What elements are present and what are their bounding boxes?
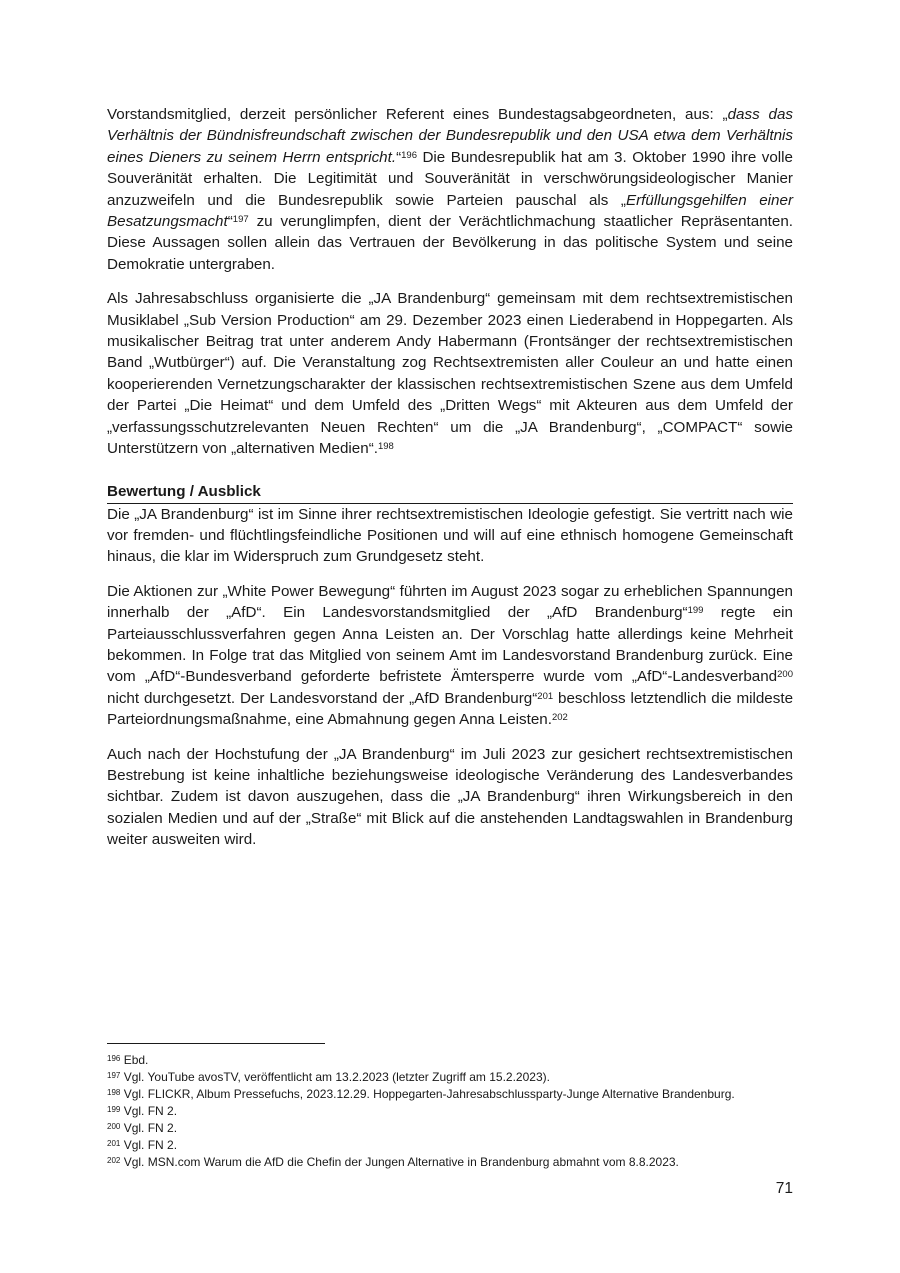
quote-italic: Erfüllungsgehilfen einer Besatzungsmacht [107, 191, 793, 231]
footnote-text: Vgl. FN 2. [120, 1104, 178, 1118]
text-run: regte ein Parteiausschlussverfahren gegen Anna Leisten an. Der Vorschlag hatte allerdings keine Mehrheit bekommen. In Folge trat das Mitglied von seinem Amt im Landesvorstand Brandenburg zurück. Eine vom „AfD“-Bundesverband geforderte befristete Ämtersperre wurde vom „AfD“-Landesverband [107, 604, 794, 686]
paragraph-1 [107, 104, 793, 275]
text-run: beschloss letztendlich die mildeste Parteiordnungsmaßnahme, eine Abmahnung gegen Anna Leisten. [107, 689, 794, 729]
footnote-number: 202 [107, 1156, 121, 1165]
section-heading: Bewertung / Ausblick [107, 482, 793, 504]
footnote-ref: 198 [377, 441, 394, 453]
text-run: “ [396, 148, 402, 166]
footnote [107, 1137, 793, 1154]
text-run: nicht durchgesetzt. Der Landesvorstand der „AfD Brandenburg“ [107, 689, 538, 707]
footnote-text: Vgl. FN 2. [120, 1138, 178, 1152]
text-run: Vorstandsmitglied, derzeit persönlicher Referent eines Bundestagsabgeordneten, aus: „ [107, 106, 728, 123]
footnote-ref: 200 [777, 669, 793, 681]
footnote [107, 1069, 793, 1086]
footnote-text: Vgl. MSN.com Warum die AfD die Chefin der Jungen Alternative in Brandenburg abmahnt vom 8.8.2023. [120, 1155, 679, 1169]
footnote-number: 197 [107, 1071, 121, 1080]
footnote-ref: 196 [401, 149, 417, 161]
page-number: 71 [775, 1180, 793, 1197]
footnote-separator [107, 1043, 325, 1044]
footnotes [107, 1043, 793, 1171]
footnote-ref: 202 [551, 712, 568, 724]
paragraph-3: Die „JA Brandenburg“ ist im Sinne ihrer rechtsextremistischen Ideologie gefestigt. Sie vertritt nach wie vor fremden- und flüchtlingsfeindliche Positionen und will auf eine ethnisch homogene Gemeinschaft hinaus, die klar im Widerspruch zum Grundgesetz steht. [107, 505, 793, 566]
footnote-number: 199 [107, 1105, 121, 1114]
paragraph-2 [107, 288, 793, 459]
footnote [107, 1103, 793, 1120]
footnote [107, 1086, 793, 1103]
footnote-text: Vgl. YouTube avosTV, veröffentlicht am 13.2.2023 (letzter Zugriff am 15.2.2023). [120, 1070, 550, 1084]
footnote-text: Ebd. [120, 1053, 149, 1067]
text-run: Die Bundesrepublik hat am 3. Oktober 1990 ihre volle Souveränität erhalten. Die Legitimität und Souveränität in verschwörungsideologischer Manier anzuzweifeln und die Bundesrepublik sowie Parteien pauschal als „ [107, 148, 793, 209]
footnote-ref: 201 [537, 690, 554, 702]
text-run: Die Aktionen zur „White Power Bewegung“ führten im August 2023 sogar zu erheblichen Spannungen innerhalb der „AfD“. Ein Landesvorstandsmitglied der „AfD Brandenburg“ [107, 582, 793, 622]
footnote-number: 201 [107, 1139, 121, 1148]
paragraph-5: Auch nach der Hochstufung der „JA Brandenburg“ im Juli 2023 zur gesichert rechtsextremistischen Bestrebung ist keine inhaltliche beziehungsweise ideologische Veränderung des Landesverbandes sichtbar. Zudem ist davon auszugehen, dass die „JA Brandenburg“ ihren Wirkungsbereich in den sozialen Medien und auf der „Straße“ mit Blick auf die anstehenden Landtagswahlen in Brandenburg weiter ausweiten wird. [107, 745, 793, 849]
footnote-number: 200 [107, 1122, 121, 1131]
footnote [107, 1120, 793, 1137]
footnote-ref: 199 [687, 605, 704, 617]
text-run: “ [227, 213, 233, 231]
paragraph-4 [107, 581, 793, 731]
footnote [107, 1052, 793, 1069]
footnote-number: 196 [107, 1054, 121, 1063]
text-run: Als Jahresabschluss organisierte die „JA Brandenburg“ gemeinsam mit dem rechtsextremistischen Musiklabel „Sub Version Production“ am 29. Dezember 2023 einen Liederabend in Hoppegarten. Als musikalischer Beitrag trat unter anderem Andy Habermann (Frontsänger der rechtsextremistischen Band „Wutbürger“) auf. Die Veranstaltung zog Rechtsextremisten aller Couleur an und hatte einen kooperierenden Vernetzungscharakter der klassischen rechtsextremistischen Szene aus dem Umfeld der Partei „Die Heimat“ und dem Umfeld des „Dritten Wegs“ mit Akteuren aus dem Umfeld der „verfassungsschutzrelevanten Neuen Rechten“ um die „JA Brandenburg“, „COMPACT“ sowie Unterstützern von „alternativen Medien“. [107, 290, 793, 458]
page-body [107, 104, 793, 851]
footnote [107, 1154, 793, 1171]
footnote-ref: 197 [232, 214, 249, 226]
footnote-text: Vgl. FN 2. [120, 1121, 178, 1135]
quote-italic: dass das Verhältnis der Bündnisfreundschaft zwischen der Bundesrepublik und den USA etwa dem Verhältnis eines Dieners zu seinem Herrn entspricht. [107, 106, 793, 166]
footnote-number: 198 [107, 1088, 121, 1097]
text-run: zu verunglimpfen, dient der Verächtlichmachung staatlicher Repräsentanten. Diese Aussagen sollen allein das Vertrauen der Bevölkerung in das politische System und seine Demokratie untergraben. [107, 213, 793, 273]
footnote-text: Vgl. FLICKR, Album Pressefuchs, 2023.12.29. Hoppegarten-Jahresabschlussparty-Junge Alternative Brandenburg. [120, 1087, 735, 1101]
